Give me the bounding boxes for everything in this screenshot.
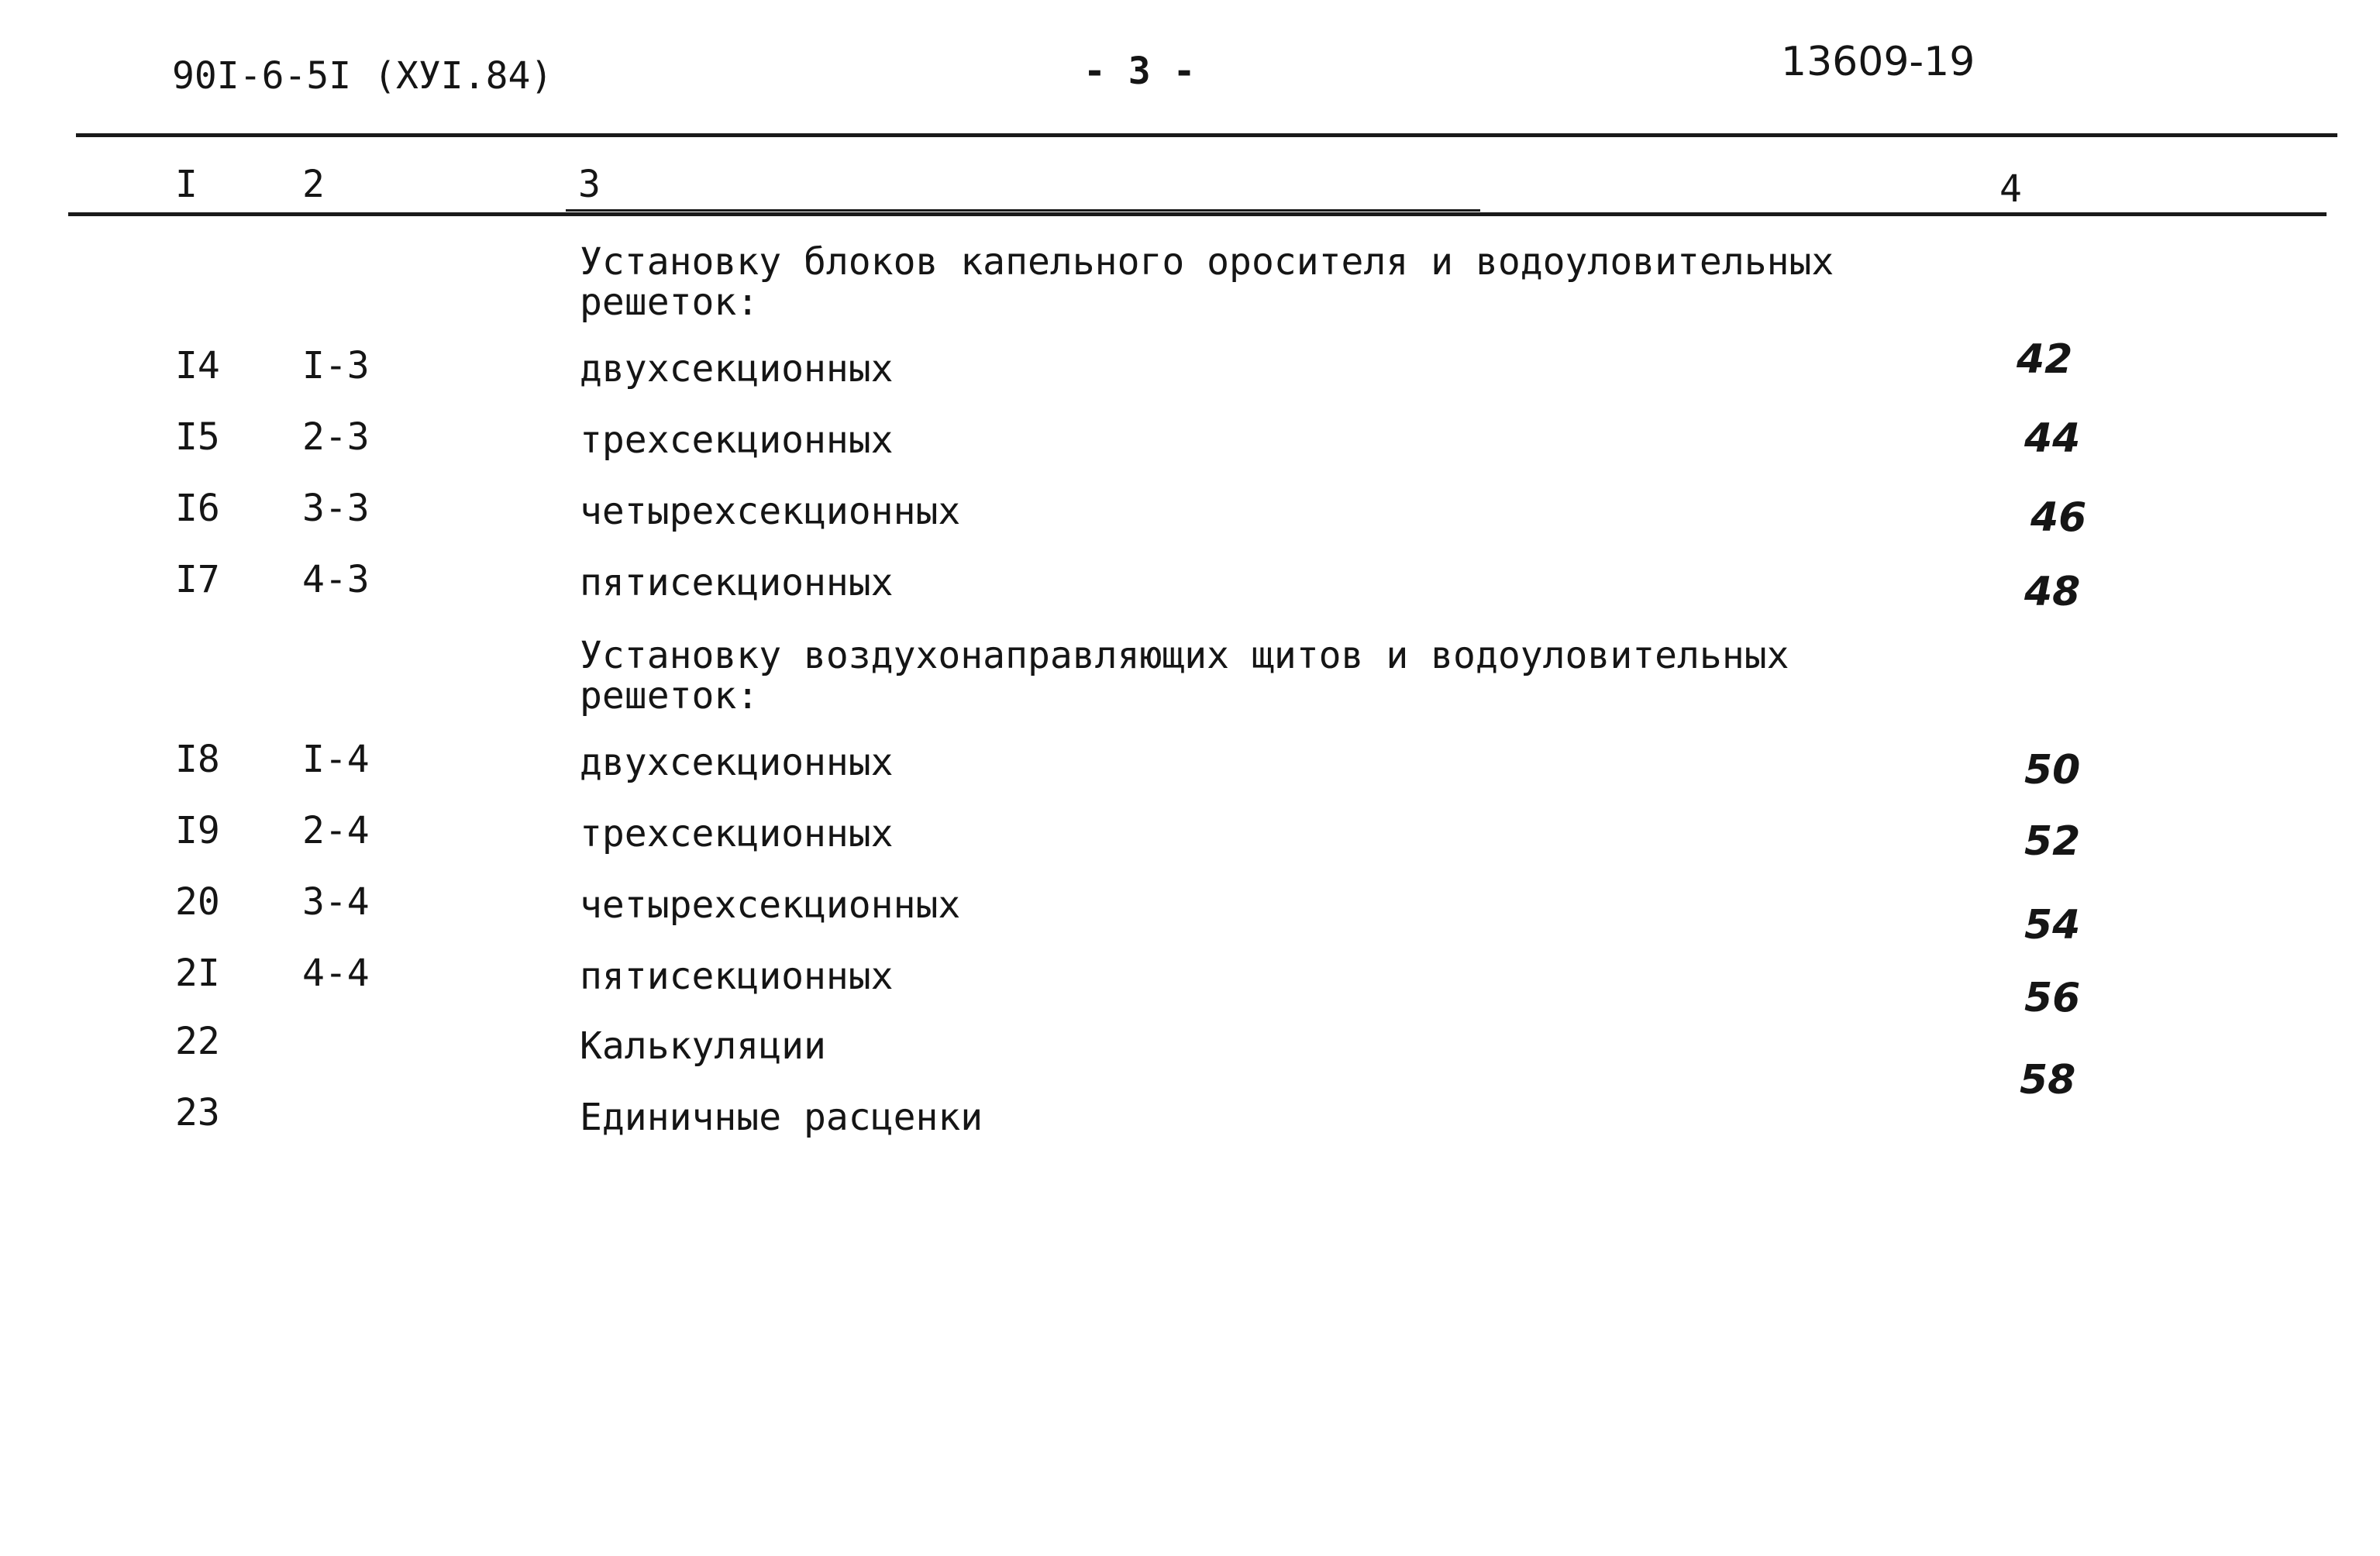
row-number: I4 xyxy=(175,344,220,387)
row-number: I5 xyxy=(175,415,220,459)
row-text: двухсекционных xyxy=(580,347,894,391)
column-header-1: I xyxy=(175,163,198,206)
row-number: 2I xyxy=(175,952,220,995)
document-code: 90I-6-5I (XУI.84) xyxy=(172,54,553,98)
row-code: 4-3 xyxy=(302,558,370,601)
header-rule-bottom xyxy=(68,212,2327,216)
row-code: 3-3 xyxy=(302,487,370,530)
row-page: 54 xyxy=(2024,902,2081,948)
row-text: двухсекционных xyxy=(580,741,894,784)
page-number: - 3 - xyxy=(1083,50,1196,93)
column-header-4: 4 xyxy=(1999,167,2022,211)
section-heading-cont: решеток: xyxy=(580,674,759,718)
row-page: 42 xyxy=(2017,336,2073,383)
section-heading: Установку воздухонаправляющих щитов и водоуловительных xyxy=(580,634,1789,677)
row-page: 58 xyxy=(2020,1057,2076,1103)
section-heading: Установку блоков капельного оросителя и водоуловительных xyxy=(580,240,1834,284)
row-number: I9 xyxy=(175,809,220,852)
row-code: 2-4 xyxy=(302,809,370,852)
section-heading-cont: решеток: xyxy=(580,281,759,324)
row-code: I-4 xyxy=(302,738,370,781)
row-text: пятисекционных xyxy=(580,955,894,998)
row-number: 20 xyxy=(175,880,220,924)
row-number: 23 xyxy=(175,1091,220,1134)
column-header-3: 3 xyxy=(578,163,601,206)
row-text: Единичные расценки xyxy=(580,1096,983,1139)
row-number: I8 xyxy=(175,738,220,781)
row-number: I6 xyxy=(175,487,220,530)
row-page: 44 xyxy=(2024,415,2081,462)
row-page: 48 xyxy=(2024,569,2081,615)
row-code: I-3 xyxy=(302,344,370,387)
row-page: 56 xyxy=(2024,975,2081,1021)
row-code: 2-3 xyxy=(302,415,370,459)
row-text: пятисекционных xyxy=(580,561,894,604)
row-page: 52 xyxy=(2024,818,2081,865)
sheet-number: 13609-19 xyxy=(1781,39,1975,85)
row-code: 4-4 xyxy=(302,952,370,995)
row-number: 22 xyxy=(175,1020,220,1063)
row-text: трехсекционных xyxy=(580,418,894,462)
row-text: Калькуляции xyxy=(580,1024,826,1068)
column-header-2: 2 xyxy=(302,163,325,206)
column3-underline xyxy=(566,209,1480,212)
row-code: 3-4 xyxy=(302,880,370,924)
row-text: четырехсекционных xyxy=(580,490,961,533)
row-text: четырехсекционных xyxy=(580,883,961,927)
row-number: I7 xyxy=(175,558,220,601)
header-rule-top xyxy=(76,133,2337,137)
row-text: трехсекционных xyxy=(580,812,894,855)
row-page: 46 xyxy=(2030,494,2087,541)
row-page: 50 xyxy=(2024,747,2081,793)
